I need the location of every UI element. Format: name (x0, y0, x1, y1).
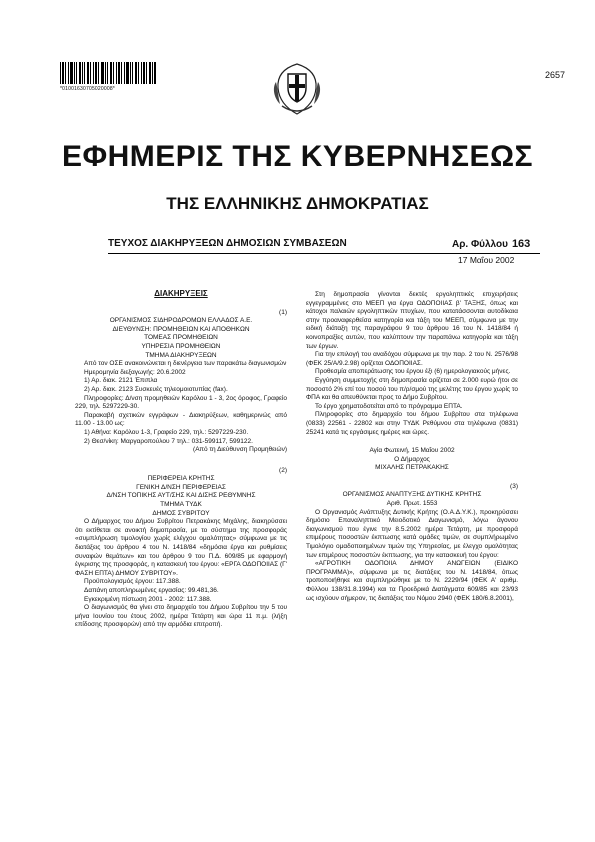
paragraph: Προθεσμία αποπεράτωσης του έργου έξι (6) ημερολογιακούς μήνες. (315, 368, 511, 376)
paragraph: Στη δημοπρασία γίνονται δεκτές εργοληπτικές επιχειρήσεις εγγεγραμμένες στο ΜΕΕΠ για έργα ΟΔΟΠΟΙΙΑΣ β' ΤΑΞΗΣ, όπως και κάτοχοι παλαιών εργοληπτικών πτυχίων, που κατατάσσονται αυτοδίκαια στην προαναφερθείσα κατηγορία και τάξη του ΜΕΕΠ, σύμφωνα με την ειδική διάταξη της παραγράφου 9 του άρθρου 16 του Ν. 1418/84 ή κοινοπραξίες αυτών, που καλύπτουν την παραπάνω κατηγορία και τάξη των έργων. (306, 291, 518, 350)
notice-number: (3) (510, 482, 518, 490)
mayor-title: Ο Δήμαρχος (394, 455, 430, 463)
org-line: ΟΡΓΑΝΙΣΜΟΣ ΣΙΔΗΡΟΔΡΟΜΩΝ ΕΛΛΑΔΟΣ Α.Ε. (109, 317, 253, 325)
paragraph: Εγγύηση συμμετοχής στη δημοπρασία ορίζεται σε 2.000 ευρώ ήτοι σε ποσοστό 2% επί του ποσού του π/ρ/σμού της μελέτης του έργου χωρίς το ΦΠΑ και θα απευθύνεται προς το Δήμο Συβρίτου. (306, 376, 518, 402)
paragraph: Το έργο χρηματοδοτείται από το πρόγραμμα ΕΠΤΑ. (315, 402, 463, 410)
org-line: ΔΗΜΟΣ ΣΥΒΡΙΤΟΥ (152, 509, 210, 517)
paragraph: Προϋπολογισμός έργου: 117.388. (84, 578, 181, 586)
paragraph: Ο Δήμαρχος του Δήμου Συβρίτου Πετρακάκης Μιχάλης, διακηρύσσει ότι εκτίθεται σε ανοικτή δημοπρασία, με το σύστημα της προσφοράς «συμπλήρωση τιμολογίου χωρίς ελέγχου ομαλότητας» σύμφωνα με τις διατάξεις του άρθρου 4 του Ν. 1418/84 «δημόσια έργα και ρυθμίσεις συναφών θεμάτων» και του άρθρου 9 του Π.Δ. 609/85 με εφαρμογή έγκρισης της προσφοράς, η κατασκευή του έργου: «ΕΡΓΑ ΟΔΟΠΟΙΙΑΣ (Γ' ΦΑΣΗ ΕΠΤΑ) ΔΗΜΟΥ ΣΥΒΡΙΤΟΥ». (75, 518, 287, 577)
issue-date: 17 Μαΐου 2002 (458, 255, 515, 265)
sheet-label: Αρ. Φύλλου (452, 239, 508, 250)
header-rule (108, 253, 540, 254)
paragraph: Πληροφορίες στο δημαρχείο του δήμου Συβρίτου στα τηλέφωνα (0833) 22561 - 22802 και στην ΤΥΔΚ Ρεθύμνου στα τηλέφωνα (0831) 25241 κατά τις εργάσιμες ημέρες και ώρες. (306, 411, 518, 436)
page-number: 2657 (545, 70, 566, 80)
paragraph: Ημερομηνία διεξαγωγής: 20.6.2002 (84, 368, 186, 376)
coat-of-arms-icon (270, 62, 324, 118)
notice-number: (1) (279, 308, 287, 316)
place-date: Αγία Φωτεινή, 15 Μαΐου 2002 (369, 447, 455, 455)
paragraph: Από τον ΟΣΕ ανακοινώνεται η διενέργεια των παρακάτω διαγωνισμών (84, 360, 287, 368)
org-line: ΔΙΕΥΘΥΝΣΗ: ΠΡΟΜΗΘΕΙΩΝ ΚΑΙ ΑΠΟΘΗΚΩΝ (112, 325, 250, 333)
paragraph: 2) Αρ. διακ. 2123 Συσκευές τηλεομοιοτυπίας (fax). (84, 385, 228, 393)
org-line: ΤΜΗΜΑ ΔΙΑΚΗΡΥΞΕΩΝ (145, 351, 217, 359)
notice-signature: (Από τη Διεύθυνση Προμηθειών) (193, 446, 287, 454)
org-line: ΤΟΜΕΑΣ ΠΡΟΜΗΘΕΙΩΝ (144, 334, 218, 342)
paragraph: Πληροφορίες: Δ/νση προμηθειών Καρόλου 1 - 3, 2ος όροφος, Γραφείο 229, τηλ. 5297229-30. (75, 394, 287, 411)
barcode-number: *01001630705020008* (60, 86, 115, 92)
paragraph: Παρακαβή σχετικών εγγράφων - Διακηρύξεων, καθημερινώς από 11.00 - 13.00 ως: (75, 411, 287, 428)
paragraph: Εγκεκριμένη πίστωση 2001 - 2002: 117.388. (84, 595, 212, 603)
protocol-number: Αριθ. Πρωτ. 1553 (386, 500, 438, 508)
paragraph: Ο Οργανισμός Ανάπτυξης Δυτικής Κρήτης (Ο.Α.Δ.Υ.Κ.), προκηρύσσει δημόσιο Επαναληπτικό Μειοδοτικό Διαγωνισμό, λόγω άγονου διαγωνισμού που έγινε την 8.5.2002 ημέρα Τετάρτη, με προσφορά επιμέρους ποσοστών έκπτωσης κατά ομάδες τιμών, σε συμπλήρωμένο Τιμολόγιο ομαδοποιημένων τιμών της Υπηρεσίας, με έλεγχο ομαλότητας των επιμέρους ποσοστών έκπτωσης, για την κατασκευή του έργου: (306, 508, 518, 559)
org-line: ΠΕΡΙΦΕΡΕΙΑ ΚΡΗΤΗΣ (147, 475, 215, 483)
notice-number: (2) (279, 466, 287, 474)
paragraph: Για την επιλογή του αναδόχου σύμφωνα με την παρ. 2 του Ν. 2576/98 (ΦΕΚ 25/Α/9.2.98) ορίζεται ΟΔΟΠΟΙΙΑΣ. (306, 351, 518, 367)
sheet-number (452, 238, 530, 250)
org-line: ΓΕΝΙΚΗ Δ/ΝΣΗ ΠΕΡΙΦΕΡΕΙΑΣ (136, 483, 226, 491)
org-line: ΟΡΓΑΝΙΣΜΟΣ ΑΝΑΠΤΥΞΗΣ ΔΥΤΙΚΗΣ ΚΡΗΤΗΣ (342, 491, 482, 499)
paragraph: 1) Αθήνα: Καρόλου 1-3, Γραφείο 229, τηλ.: 5297229-230. (84, 428, 249, 436)
gazette-subtitle: ΤΗΣ ΕΛΛΗΝΙΚΗΣ ΔΗΜΟΚΡΑΤΙΑΣ (166, 194, 429, 213)
paragraph: Δαπάνη αποπληρωμένες εργασίας: 99.481,36. (84, 587, 219, 594)
left-column (75, 290, 287, 630)
paragraph: 1) Αρ. διακ. 2121 Έπιπλα (84, 377, 158, 385)
gazette-series: ΤΕΥΧΟΣ ΔΙΑΚΗΡΥΞΕΩΝ ΔΗΜΟΣΙΩΝ ΣΥΜΒΑΣΕΩΝ (108, 238, 347, 249)
org-line: ΥΠΗΡΕΣΙΑ ΠΡΟΜΗΘΕΙΩΝ (141, 342, 221, 350)
section-title: ΔΙΑΚΗΡΥΞΕΙΣ (154, 289, 208, 298)
barcode (60, 62, 156, 84)
paragraph: 2) Θεσ/νίκη: Μαργαροπούλου 7 τηλ.: 031-599117, 599122. (84, 437, 253, 445)
mayor-name: ΜΙΧΑΛΗΣ ΠΕΤΡΑΚΑΚΗΣ (375, 464, 449, 472)
org-line: ΤΜΗΜΑ ΤΥΔΚ (160, 501, 202, 509)
paragraph: «ΑΓΡΟΤΙΚΗ ΟΔΟΠΟΙΙΑ ΔΗΜΟΥ ΑΝΩΓΕΙΩΝ (ΕΙΔΙΚΟ ΠΡΟΓΡΑΜΜΑ)», σύμφωνα με τις διατάξεις του Ν. 1418/84, όπως τροποποιήθηκε και συμπληρώθηκε με το Ν. 2229/94 (ΦΕΚ Α' αριθμ. Φύλλου 138/31.8.1994) και τα Προεδρικά Διατάγματα 609/85 και 23/93 ως ισχύουν σήμερον, τις διατάξεις του Νόμου 2940 (ΦΕΚ 180/6.8.2001), (306, 560, 518, 602)
paragraph: Ο διαγωνισμός θα γίνει στο δημαρχείο του Δήμου Συβρίτου την 5 του μήνα Ιουνίου του έτους 2002, ημέρα Τετάρτη και ώρα 11 π.μ. (λήξη επίδοσης προσφορών) από την αρμόδια επιτροπή. (75, 604, 287, 629)
org-line: Δ/ΝΣΗ ΤΟΠΙΚΗΣ ΑΥΤ/ΣΗΣ ΚΑΙ ΔΙΣΗΣ ΡΕΘΥΜΝΗΣ (106, 492, 256, 500)
right-column (306, 291, 518, 603)
gazette-masthead: ΕΦΗΜΕΡΙΣ ΤΗΣ ΚΥΒΕΡΝΗΣΕΩΣ (61, 140, 534, 173)
sheet-value: 163 (511, 238, 531, 250)
